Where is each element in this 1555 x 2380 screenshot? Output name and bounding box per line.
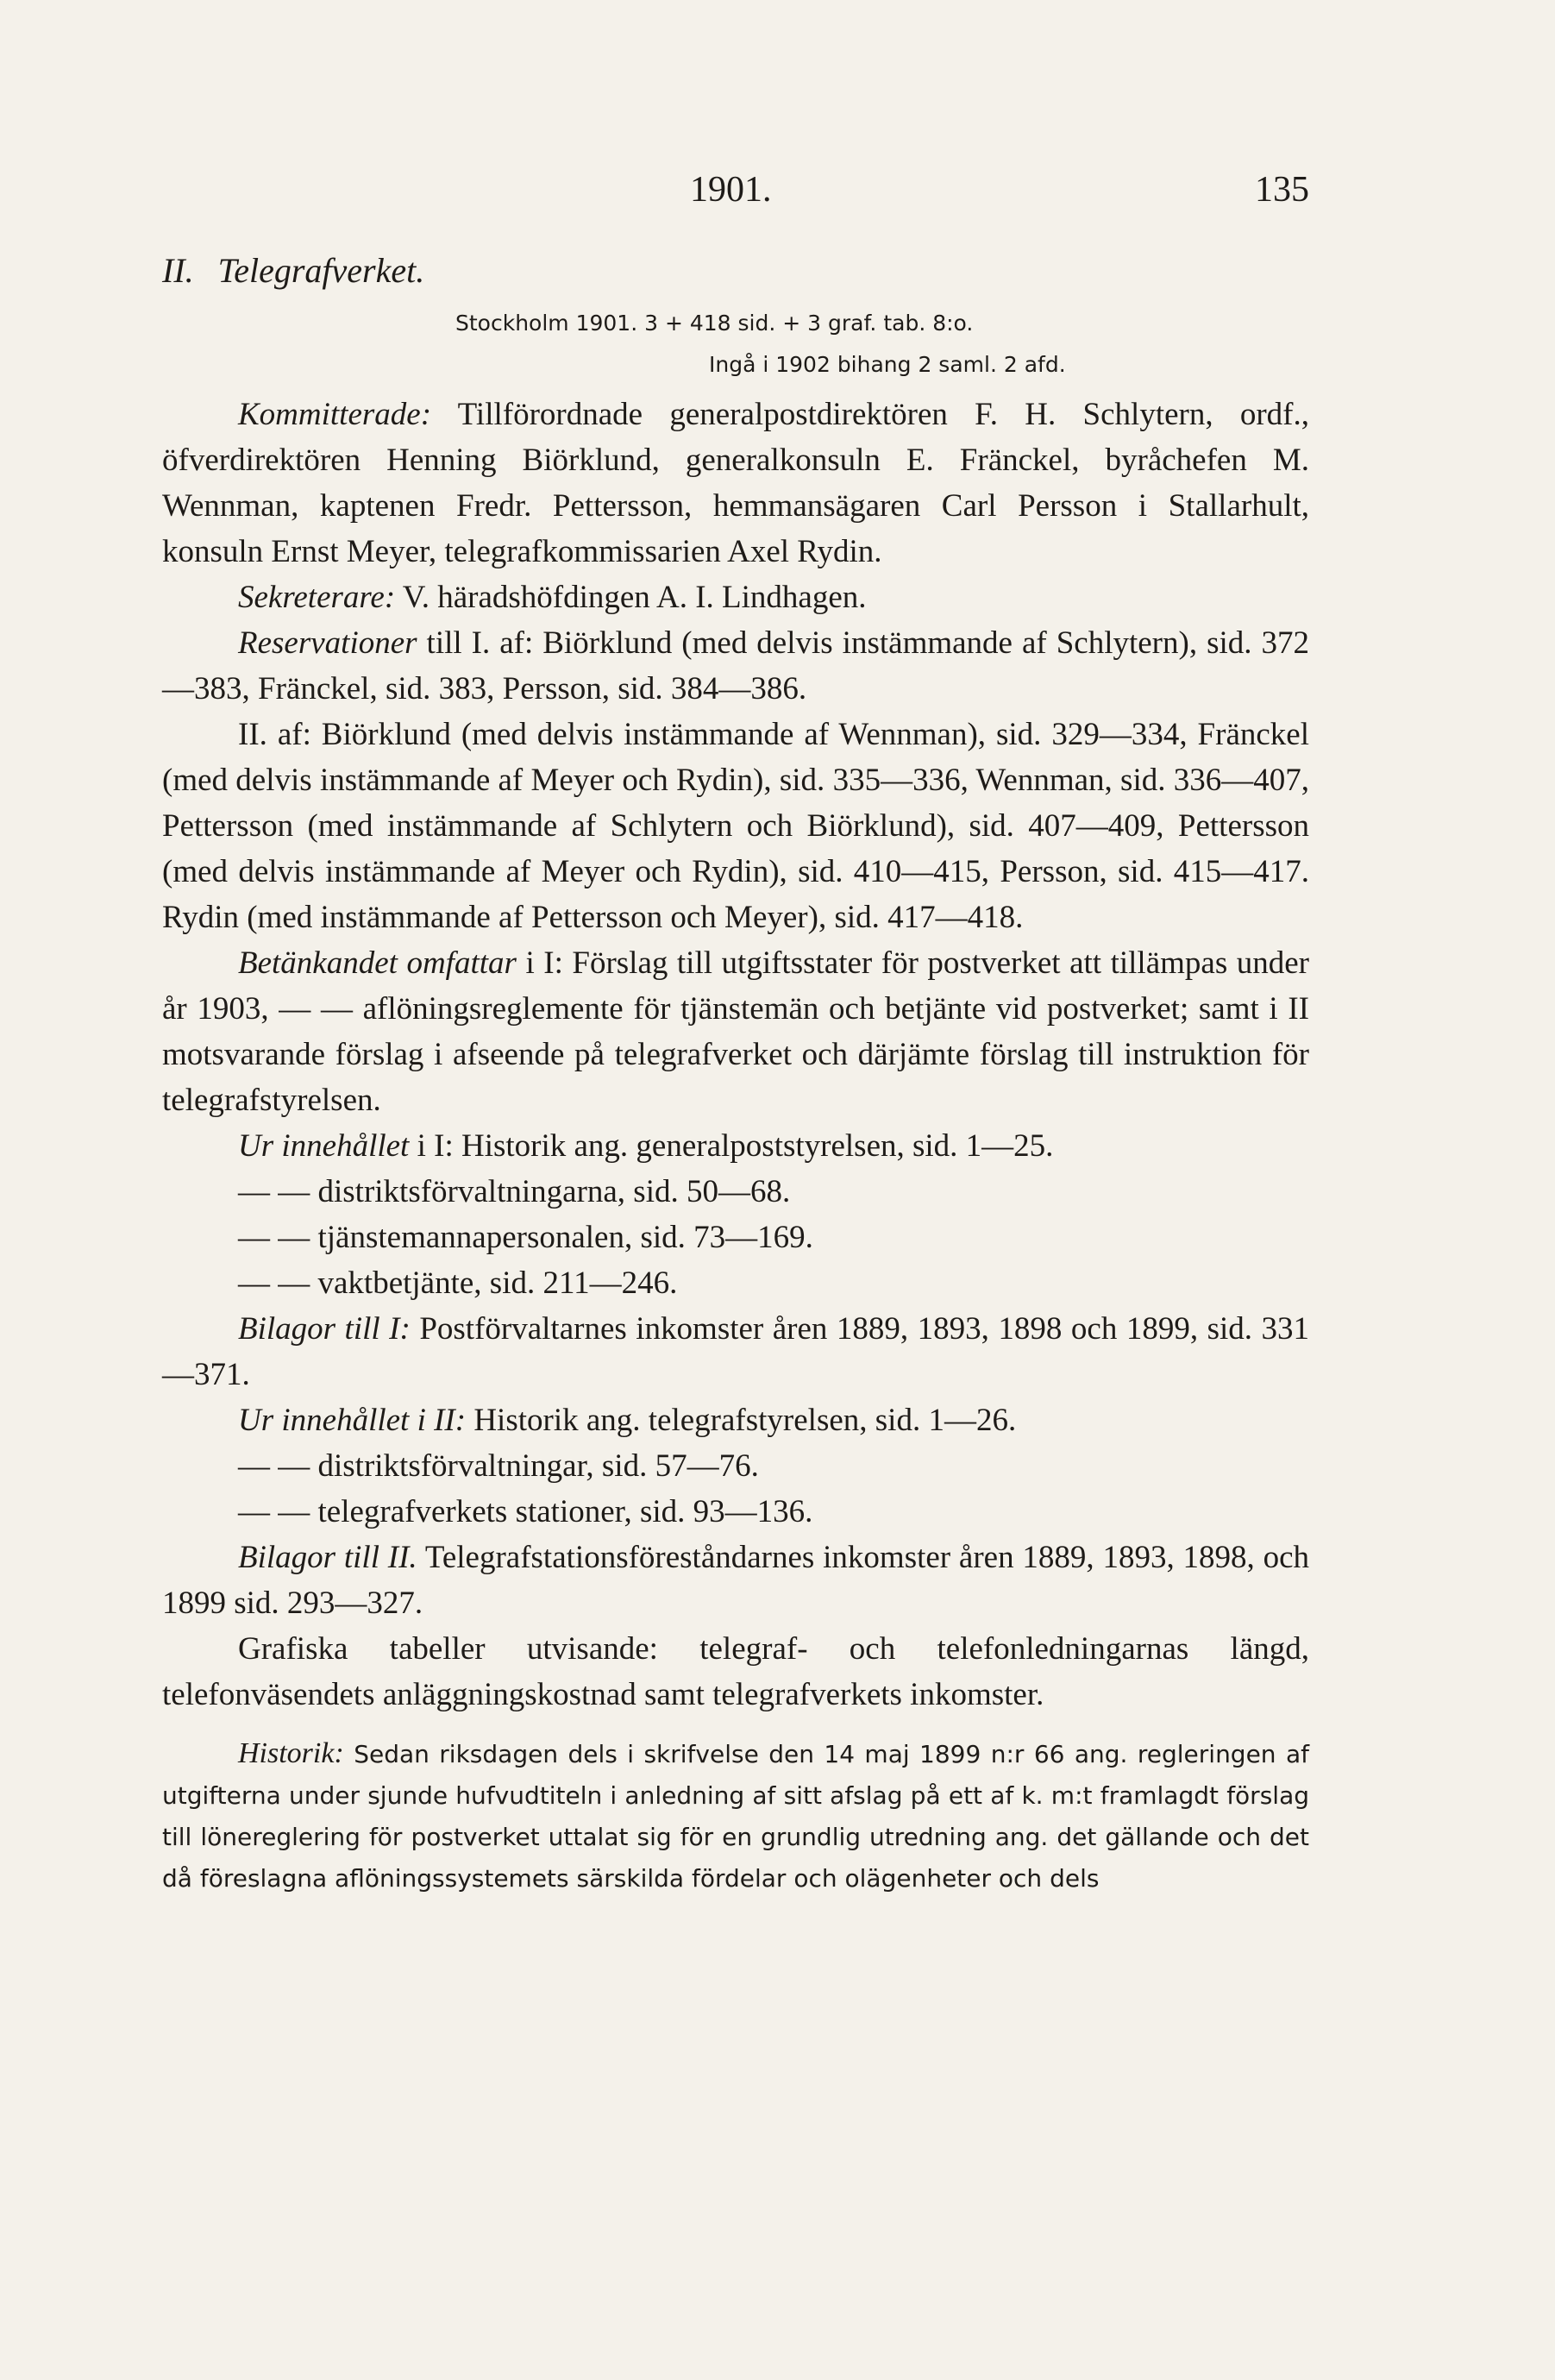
label-bilagor-ii: Bilagor till II. (238, 1540, 417, 1575)
text-bilagor-ii: Telegrafstationsföreståndarnes inkomster åren 1889, 1893, 1898, och 1899 sid. 293—327. (162, 1540, 1309, 1621)
paragraph-kommitterade (162, 392, 1309, 575)
paragraph-grafiska: Grafiska tabeller utvisande: telegraf- och telefonledningarnas längd, telefonväsendets anläggningskostnad samt telegrafverkets inkomster. (162, 1631, 1309, 1712)
paragraph-bilagor-ii (162, 1535, 1309, 1626)
page-number: 135 (1255, 170, 1309, 210)
list-item: — — distriktsförvaltningarna, sid. 50—68. (238, 1174, 791, 1209)
text-sekreterare: V. häradshöfdingen A. I. Lindhagen. (395, 580, 867, 615)
text-bilagor-i: Postförvaltarnes inkomster åren 1889, 1893, 1898 och 1899, sid. 331—371. (162, 1311, 1309, 1392)
publication-note: Ingå i 1902 bihang 2 saml. 2 afd. (709, 352, 1066, 377)
label-reservationer: Reservationer (238, 625, 417, 661)
list-item: — — distriktsförvaltningar, sid. 57—76. (238, 1448, 759, 1484)
paragraph-bilagor-i (162, 1306, 1309, 1397)
section-title (162, 250, 424, 291)
text-innehallet-i: i I: Historik ang. generalpoststyrelsen, sid. 1—25. (409, 1128, 1054, 1164)
list-item: — — vaktbetjänte, sid. 211—246. (238, 1265, 678, 1301)
text-historik: Sedan riksdagen dels i skrifvelse den 14 maj 1899 n:r 66 ang. regleringen af utgifterna under sjunde hufvudtiteln i anledning af sitt afslag på ett af k. m:t framlagdt förslag till lönereglering för postverket uttalat sig för en grundlig utredning ang. det gällande och det då föreslagna aflöningssystemets särskilda fördelar och olägenheter och dels (162, 1740, 1309, 1893)
paragraph-reservationer (162, 620, 1309, 712)
label-innehallet-ii: Ur innehållet i II: (238, 1403, 467, 1438)
label-kommitterade: Kommitterade: (238, 397, 432, 432)
text-betankandet: i I: Förslag till utgiftsstater för postverket att tillämpas under år 1903, — — aflöningsreglemente för tjänstemän och betjänte vid postverket; samt i II motsvarande förslag i afseende på telegrafverket och därjämte förslag till instruktion för telegrafstyrelsen. (162, 945, 1309, 1118)
label-innehallet-i: Ur innehållet (238, 1128, 410, 1164)
label-historik: Historik: (238, 1737, 344, 1769)
text-kommitterade: Tillförordnade generalpostdirektören F. H. Schlytern, ordf., öfverdirektören Henning Biörklund, generalkonsuln E. Fränckel, byråchefen M. Wennman, kaptenen Fredr. Pettersson, hemmansägaren Carl Persson i Stallarhult, konsuln Ernst Meyer, telegrafkommissarien Axel Rydin. (162, 397, 1309, 569)
paragraph-sekreterare (162, 575, 1309, 620)
paragraph-betankandet (162, 940, 1309, 1123)
label-sekreterare: Sekreterare: (238, 580, 396, 615)
paragraph-historik (162, 1733, 1309, 1900)
body-text (162, 392, 1309, 1900)
label-betankandet: Betänkandet omfattar (238, 945, 517, 981)
header-year: 1901. (690, 170, 772, 210)
section-name: Telegrafverket. (217, 251, 425, 290)
paragraph-innehallet-i (162, 1123, 1309, 1169)
label-bilagor-i: Bilagor till I: (238, 1311, 411, 1347)
list-item: — — telegrafverkets stationer, sid. 93—136. (238, 1494, 813, 1529)
text-reservationer: till I. af: Biörklund (med delvis instämmande af Schlytern), sid. 372—383, Fränckel, sid. 383, Persson, sid. 384—386. (162, 625, 1309, 706)
publication-line: Stockholm 1901. 3 + 418 sid. + 3 graf. tab. 8:o. (455, 311, 974, 336)
paragraph-innehallet-ii (162, 1397, 1309, 1443)
text-innehallet-ii: Historik ang. telegrafstyrelsen, sid. 1—26. (466, 1403, 1017, 1438)
running-header (162, 169, 1309, 221)
paragraph-reservationer-ii: II. af: Biörklund (med delvis instämmande af Wennman), sid. 329—334, Fränckel (med delvis instämmande af Meyer och Rydin), sid. 335—336, Wennman, sid. 336—407, Pettersson (med instämmande af Schlytern och Biörklund), sid. 407—409, Pettersson (med delvis instämmande af Meyer och Rydin), sid. 410—415, Persson, sid. 415—417. Rydin (med instämmande af Pettersson och Meyer), sid. 417—418. (162, 717, 1309, 935)
list-item: — — tjänstemannapersonalen, sid. 73—169. (238, 1220, 813, 1255)
section-numeral: II. (162, 251, 194, 290)
